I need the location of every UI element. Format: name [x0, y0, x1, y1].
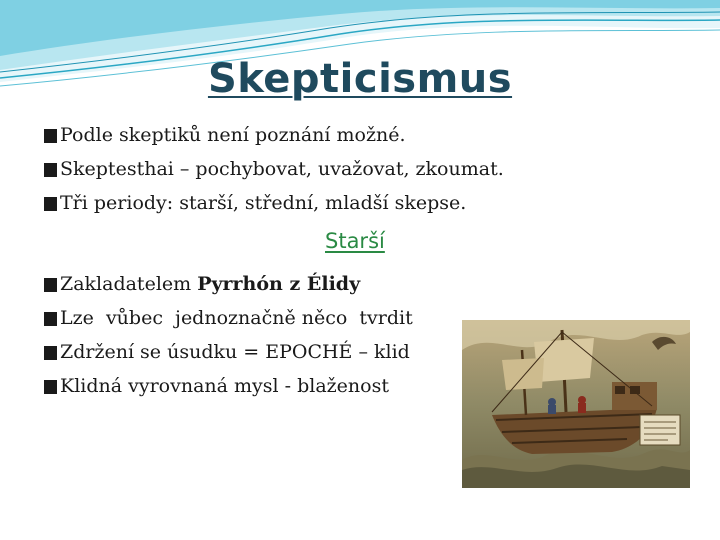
list-item [44, 267, 413, 301]
intro-bullet-list [44, 118, 504, 220]
bullet-text: Lze vůbec jednoznačně něco tvrdit [60, 307, 413, 329]
older-skepticism-bullet-list [44, 267, 413, 403]
bullet-icon [44, 346, 57, 360]
bullet-icon [44, 163, 57, 177]
bullet-text: Skeptesthai – pochybovat, uvažovat, zkoumat. [60, 158, 504, 180]
bullet-text: Klidná vyrovnaná mysl - blaženost [60, 375, 389, 397]
list-item [44, 301, 413, 335]
bullet-text: Zdržení se úsudku = EPOCHÉ – klid [60, 341, 410, 363]
bullet-text [60, 267, 360, 301]
bullet-text: Podle skeptiků není poznání možné. [60, 124, 406, 146]
ship-painting-image [462, 320, 690, 488]
bullet-icon [44, 129, 57, 143]
bullet-text-prefix: Zakladatelem [60, 273, 198, 295]
bullet-text: Tři periody: starší, střední, mladší skepse. [60, 192, 467, 214]
list-item [44, 152, 504, 186]
list-item [44, 186, 504, 220]
bullet-icon [44, 197, 57, 211]
list-item [44, 335, 413, 369]
list-item [44, 369, 413, 403]
slide-title: Skepticismus [207, 56, 513, 102]
section-subheading: Starší [325, 229, 385, 253]
founder-name: Pyrrhón z Élidy [197, 273, 361, 295]
list-item [44, 118, 504, 152]
bullet-icon [44, 278, 57, 292]
bullet-icon [44, 312, 57, 326]
bullet-icon [44, 380, 57, 394]
